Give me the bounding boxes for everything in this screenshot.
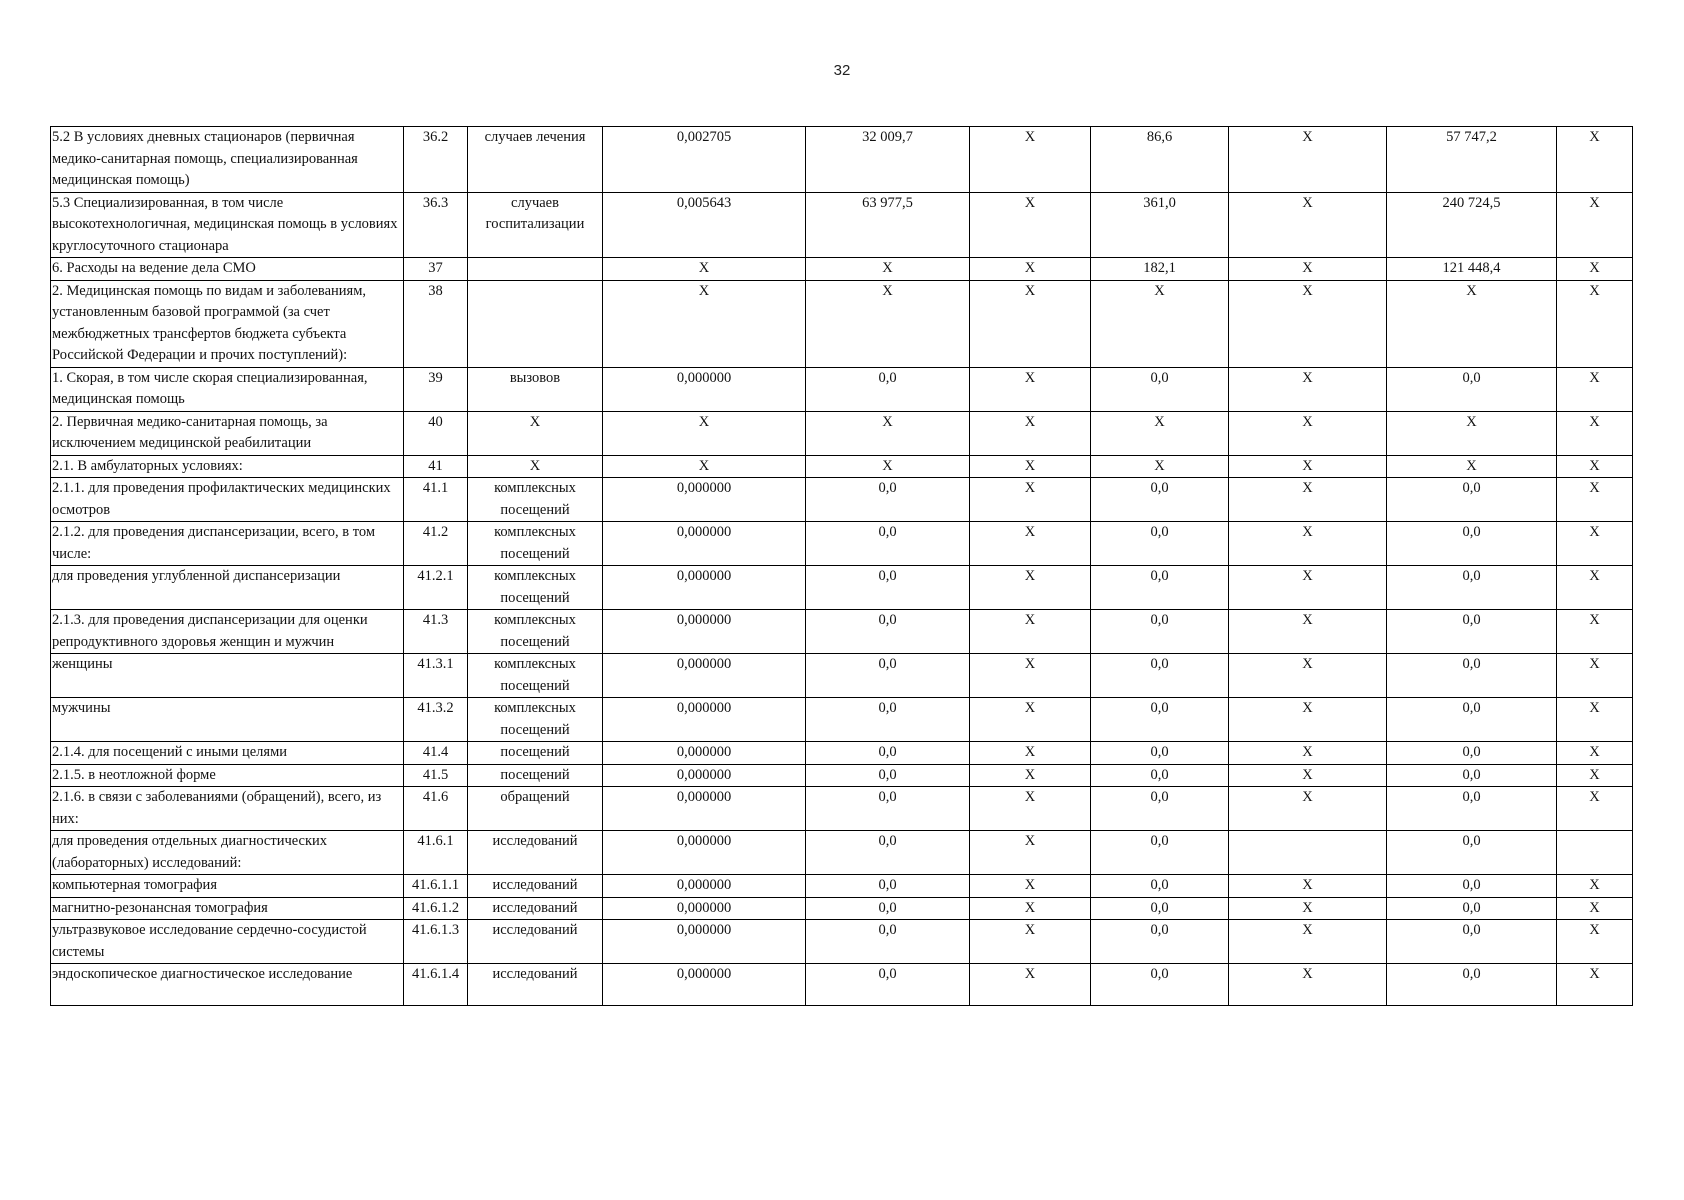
row-unit-cell: исследований <box>468 964 603 1006</box>
table-body <box>51 127 1633 1006</box>
per-capita-oms-cell: X <box>1091 411 1229 455</box>
cost-budget-cell: X <box>1229 875 1387 898</box>
row-code-cell: 41.4 <box>404 742 468 765</box>
percent-total-cell: X <box>1557 258 1633 281</box>
cost-budget-cell: X <box>1229 698 1387 742</box>
cost-oms-cell: 0,0 <box>1387 478 1557 522</box>
table-row <box>51 127 1633 193</box>
row-name-cell: магнитно-резонансная томография <box>51 897 404 920</box>
cost-budget-cell: X <box>1229 411 1387 455</box>
norm-volume-cell: X <box>603 258 806 281</box>
norm-cost-cell: 0,0 <box>806 831 970 875</box>
row-name-cell: мужчины <box>51 698 404 742</box>
table-row <box>51 698 1633 742</box>
row-unit-cell: посещений <box>468 764 603 787</box>
norm-volume-cell: 0,000000 <box>603 522 806 566</box>
table-row <box>51 742 1633 765</box>
row-name-cell: 5.3 Специализированная, в том числе высокотехнологичная, медицинская помощь в условиях круглосуточного стационара <box>51 192 404 258</box>
table-row <box>51 920 1633 964</box>
row-name-cell: 2.1.3. для проведения диспансеризации для оценки репродуктивного здоровья женщин и мужчин <box>51 610 404 654</box>
norm-cost-cell: X <box>806 455 970 478</box>
norm-volume-cell: X <box>603 411 806 455</box>
row-name-cell: 2. Медицинская помощь по видам и заболеваниям, установленным базовой программой (за счет межбюджетных трансфертов бюджета субъекта Российской Федерации и прочих поступлений): <box>51 280 404 367</box>
per-capita-budget-cell: X <box>970 127 1091 193</box>
per-capita-budget-cell: X <box>970 367 1091 411</box>
per-capita-oms-cell: 0,0 <box>1091 787 1229 831</box>
percent-total-cell: X <box>1557 654 1633 698</box>
table-row <box>51 192 1633 258</box>
table-row <box>51 831 1633 875</box>
row-unit-cell: X <box>468 455 603 478</box>
per-capita-budget-cell: X <box>970 280 1091 367</box>
norm-volume-cell: 0,002705 <box>603 127 806 193</box>
norm-cost-cell: 0,0 <box>806 698 970 742</box>
row-code-cell: 37 <box>404 258 468 281</box>
cost-oms-cell: 57 747,2 <box>1387 127 1557 193</box>
table-row <box>51 411 1633 455</box>
norm-volume-cell: 0,000000 <box>603 764 806 787</box>
norm-cost-cell: 32 009,7 <box>806 127 970 193</box>
per-capita-oms-cell: 0,0 <box>1091 897 1229 920</box>
row-name-cell: для проведения углубленной диспансеризации <box>51 566 404 610</box>
row-name-cell: для проведения отдельных диагностических (лабораторных) исследований: <box>51 831 404 875</box>
row-unit-cell <box>468 280 603 367</box>
cost-oms-cell: 121 448,4 <box>1387 258 1557 281</box>
row-unit-cell: посещений <box>468 742 603 765</box>
row-code-cell: 36.3 <box>404 192 468 258</box>
row-unit-cell: комплексных посещений <box>468 522 603 566</box>
norm-volume-cell: 0,000000 <box>603 698 806 742</box>
table-row <box>51 280 1633 367</box>
row-name-cell: 2. Первичная медико-санитарная помощь, за исключением медицинской реабилитации <box>51 411 404 455</box>
row-code-cell: 41.6.1.3 <box>404 920 468 964</box>
table-row <box>51 522 1633 566</box>
cost-oms-cell: 0,0 <box>1387 920 1557 964</box>
row-unit-cell: комплексных посещений <box>468 654 603 698</box>
percent-total-cell: X <box>1557 610 1633 654</box>
row-unit-cell: случаев госпитализации <box>468 192 603 258</box>
norm-volume-cell: 0,000000 <box>603 831 806 875</box>
per-capita-budget-cell: X <box>970 610 1091 654</box>
row-name-cell: 2.1. В амбулаторных условиях: <box>51 455 404 478</box>
norm-volume-cell: 0,000000 <box>603 566 806 610</box>
norm-cost-cell: 0,0 <box>806 964 970 1006</box>
table-row <box>51 566 1633 610</box>
per-capita-budget-cell: X <box>970 455 1091 478</box>
per-capita-oms-cell: 0,0 <box>1091 367 1229 411</box>
percent-total-cell: X <box>1557 566 1633 610</box>
norm-volume-cell: 0,005643 <box>603 192 806 258</box>
norm-cost-cell: 0,0 <box>806 920 970 964</box>
cost-budget-cell: X <box>1229 127 1387 193</box>
percent-total-cell: X <box>1557 455 1633 478</box>
norm-cost-cell: X <box>806 280 970 367</box>
table-row <box>51 367 1633 411</box>
norm-volume-cell: 0,000000 <box>603 478 806 522</box>
percent-total-cell: X <box>1557 920 1633 964</box>
norm-cost-cell: 0,0 <box>806 610 970 654</box>
per-capita-oms-cell: 0,0 <box>1091 764 1229 787</box>
norm-volume-cell: 0,000000 <box>603 654 806 698</box>
table-row <box>51 875 1633 898</box>
cost-budget-cell: X <box>1229 964 1387 1006</box>
cost-oms-cell: 0,0 <box>1387 964 1557 1006</box>
cost-oms-cell: 0,0 <box>1387 698 1557 742</box>
row-code-cell: 39 <box>404 367 468 411</box>
row-unit-cell: исследований <box>468 831 603 875</box>
per-capita-oms-cell: 361,0 <box>1091 192 1229 258</box>
row-unit-cell: комплексных посещений <box>468 610 603 654</box>
row-code-cell: 40 <box>404 411 468 455</box>
norm-volume-cell: 0,000000 <box>603 920 806 964</box>
per-capita-budget-cell: X <box>970 258 1091 281</box>
row-name-cell: эндоскопическое диагностическое исследование <box>51 964 404 1006</box>
cost-budget-cell: X <box>1229 610 1387 654</box>
row-code-cell: 41.2.1 <box>404 566 468 610</box>
row-code-cell: 41 <box>404 455 468 478</box>
cost-oms-cell: 0,0 <box>1387 831 1557 875</box>
per-capita-budget-cell: X <box>970 566 1091 610</box>
per-capita-budget-cell: X <box>970 192 1091 258</box>
per-capita-oms-cell: 0,0 <box>1091 920 1229 964</box>
row-code-cell: 41.6 <box>404 787 468 831</box>
percent-total-cell <box>1557 831 1633 875</box>
per-capita-budget-cell: X <box>970 742 1091 765</box>
cost-oms-cell: X <box>1387 455 1557 478</box>
percent-total-cell: X <box>1557 964 1633 1006</box>
row-name-cell: 2.1.5. в неотложной форме <box>51 764 404 787</box>
row-code-cell: 41.3.2 <box>404 698 468 742</box>
per-capita-budget-cell: X <box>970 875 1091 898</box>
row-unit-cell: исследований <box>468 897 603 920</box>
percent-total-cell: X <box>1557 192 1633 258</box>
row-code-cell: 41.6.1.2 <box>404 897 468 920</box>
row-name-cell: 1. Скорая, в том числе скорая специализированная, медицинская помощь <box>51 367 404 411</box>
row-name-cell: 2.1.6. в связи с заболеваниями (обращений), всего, из них: <box>51 787 404 831</box>
row-name-cell: ультразвуковое исследование сердечно-сосудистой системы <box>51 920 404 964</box>
row-unit-cell: случаев лечения <box>468 127 603 193</box>
percent-total-cell: X <box>1557 280 1633 367</box>
data-table <box>50 126 1633 1006</box>
percent-total-cell: X <box>1557 367 1633 411</box>
cost-budget-cell: X <box>1229 742 1387 765</box>
cost-budget-cell <box>1229 831 1387 875</box>
row-name-cell: 2.1.4. для посещений с иными целями <box>51 742 404 765</box>
table-row <box>51 455 1633 478</box>
row-code-cell: 41.3.1 <box>404 654 468 698</box>
row-unit-cell <box>468 258 603 281</box>
percent-total-cell: X <box>1557 764 1633 787</box>
per-capita-budget-cell: X <box>970 964 1091 1006</box>
per-capita-oms-cell: 0,0 <box>1091 742 1229 765</box>
per-capita-budget-cell: X <box>970 654 1091 698</box>
row-code-cell: 41.2 <box>404 522 468 566</box>
cost-oms-cell: 0,0 <box>1387 522 1557 566</box>
percent-total-cell: X <box>1557 127 1633 193</box>
table-row <box>51 964 1633 1006</box>
cost-oms-cell: 0,0 <box>1387 566 1557 610</box>
per-capita-budget-cell: X <box>970 897 1091 920</box>
cost-oms-cell: 0,0 <box>1387 875 1557 898</box>
cost-budget-cell: X <box>1229 478 1387 522</box>
norm-cost-cell: 0,0 <box>806 897 970 920</box>
cost-budget-cell: X <box>1229 897 1387 920</box>
norm-cost-cell: 0,0 <box>806 654 970 698</box>
percent-total-cell: X <box>1557 875 1633 898</box>
norm-cost-cell: 0,0 <box>806 742 970 765</box>
norm-cost-cell: 0,0 <box>806 566 970 610</box>
per-capita-budget-cell: X <box>970 831 1091 875</box>
row-unit-cell: комплексных посещений <box>468 698 603 742</box>
per-capita-oms-cell: 0,0 <box>1091 478 1229 522</box>
norm-cost-cell: 0,0 <box>806 367 970 411</box>
row-code-cell: 41.3 <box>404 610 468 654</box>
row-name-cell: 6. Расходы на ведение дела СМО <box>51 258 404 281</box>
cost-oms-cell: 0,0 <box>1387 764 1557 787</box>
row-unit-cell: X <box>468 411 603 455</box>
norm-volume-cell: 0,000000 <box>603 367 806 411</box>
per-capita-oms-cell: 182,1 <box>1091 258 1229 281</box>
per-capita-oms-cell: 0,0 <box>1091 610 1229 654</box>
percent-total-cell: X <box>1557 411 1633 455</box>
norm-volume-cell: X <box>603 280 806 367</box>
row-code-cell: 36.2 <box>404 127 468 193</box>
per-capita-budget-cell: X <box>970 411 1091 455</box>
per-capita-budget-cell: X <box>970 787 1091 831</box>
row-code-cell: 41.5 <box>404 764 468 787</box>
per-capita-oms-cell: 0,0 <box>1091 964 1229 1006</box>
cost-budget-cell: X <box>1229 192 1387 258</box>
row-name-cell: 5.2 В условиях дневных стационаров (первичная медико-санитарная помощь, специализированная медицинская помощь) <box>51 127 404 193</box>
per-capita-oms-cell: X <box>1091 455 1229 478</box>
percent-total-cell: X <box>1557 897 1633 920</box>
cost-oms-cell: 0,0 <box>1387 654 1557 698</box>
cost-budget-cell: X <box>1229 654 1387 698</box>
table-row <box>51 654 1633 698</box>
norm-volume-cell: X <box>603 455 806 478</box>
percent-total-cell: X <box>1557 478 1633 522</box>
norm-cost-cell: 0,0 <box>806 522 970 566</box>
cost-oms-cell: 0,0 <box>1387 742 1557 765</box>
per-capita-budget-cell: X <box>970 764 1091 787</box>
norm-volume-cell: 0,000000 <box>603 787 806 831</box>
row-code-cell: 41.6.1.4 <box>404 964 468 1006</box>
page-number: 32 <box>833 62 851 79</box>
per-capita-oms-cell: 86,6 <box>1091 127 1229 193</box>
row-code-cell: 41.6.1.1 <box>404 875 468 898</box>
per-capita-oms-cell: 0,0 <box>1091 875 1229 898</box>
per-capita-budget-cell: X <box>970 522 1091 566</box>
per-capita-budget-cell: X <box>970 920 1091 964</box>
table-row <box>51 897 1633 920</box>
per-capita-oms-cell: 0,0 <box>1091 831 1229 875</box>
percent-total-cell: X <box>1557 787 1633 831</box>
per-capita-budget-cell: X <box>970 478 1091 522</box>
cost-budget-cell: X <box>1229 764 1387 787</box>
table-row <box>51 610 1633 654</box>
cost-oms-cell: 0,0 <box>1387 897 1557 920</box>
table-row <box>51 787 1633 831</box>
cost-budget-cell: X <box>1229 455 1387 478</box>
cost-budget-cell: X <box>1229 280 1387 367</box>
norm-volume-cell: 0,000000 <box>603 964 806 1006</box>
per-capita-oms-cell: 0,0 <box>1091 522 1229 566</box>
percent-total-cell: X <box>1557 522 1633 566</box>
cost-oms-cell: X <box>1387 411 1557 455</box>
cost-budget-cell: X <box>1229 920 1387 964</box>
cost-budget-cell: X <box>1229 367 1387 411</box>
row-unit-cell: исследований <box>468 875 603 898</box>
norm-volume-cell: 0,000000 <box>603 610 806 654</box>
row-name-cell: 2.1.1. для проведения профилактических медицинских осмотров <box>51 478 404 522</box>
cost-oms-cell: 0,0 <box>1387 787 1557 831</box>
percent-total-cell: X <box>1557 698 1633 742</box>
per-capita-oms-cell: 0,0 <box>1091 654 1229 698</box>
norm-volume-cell: 0,000000 <box>603 875 806 898</box>
norm-cost-cell: X <box>806 411 970 455</box>
per-capita-oms-cell: 0,0 <box>1091 698 1229 742</box>
row-name-cell: женщины <box>51 654 404 698</box>
norm-volume-cell: 0,000000 <box>603 897 806 920</box>
row-unit-cell: обращений <box>468 787 603 831</box>
cost-budget-cell: X <box>1229 566 1387 610</box>
row-unit-cell: исследований <box>468 920 603 964</box>
row-code-cell: 41.1 <box>404 478 468 522</box>
row-code-cell: 38 <box>404 280 468 367</box>
row-name-cell: компьютерная томография <box>51 875 404 898</box>
table-row <box>51 478 1633 522</box>
row-code-cell: 41.6.1 <box>404 831 468 875</box>
table-row <box>51 258 1633 281</box>
norm-cost-cell: 0,0 <box>806 764 970 787</box>
table-row <box>51 764 1633 787</box>
row-unit-cell: комплексных посещений <box>468 478 603 522</box>
per-capita-oms-cell: 0,0 <box>1091 566 1229 610</box>
cost-oms-cell: 0,0 <box>1387 367 1557 411</box>
cost-oms-cell: X <box>1387 280 1557 367</box>
norm-cost-cell: X <box>806 258 970 281</box>
percent-total-cell: X <box>1557 742 1633 765</box>
cost-oms-cell: 240 724,5 <box>1387 192 1557 258</box>
row-unit-cell: комплексных посещений <box>468 566 603 610</box>
row-name-cell: 2.1.2. для проведения диспансеризации, всего, в том числе: <box>51 522 404 566</box>
cost-oms-cell: 0,0 <box>1387 610 1557 654</box>
norm-volume-cell: 0,000000 <box>603 742 806 765</box>
row-unit-cell: вызовов <box>468 367 603 411</box>
cost-budget-cell: X <box>1229 787 1387 831</box>
cost-budget-cell: X <box>1229 522 1387 566</box>
per-capita-budget-cell: X <box>970 698 1091 742</box>
norm-cost-cell: 0,0 <box>806 787 970 831</box>
norm-cost-cell: 0,0 <box>806 478 970 522</box>
norm-cost-cell: 0,0 <box>806 875 970 898</box>
norm-cost-cell: 63 977,5 <box>806 192 970 258</box>
cost-budget-cell: X <box>1229 258 1387 281</box>
per-capita-oms-cell: X <box>1091 280 1229 367</box>
